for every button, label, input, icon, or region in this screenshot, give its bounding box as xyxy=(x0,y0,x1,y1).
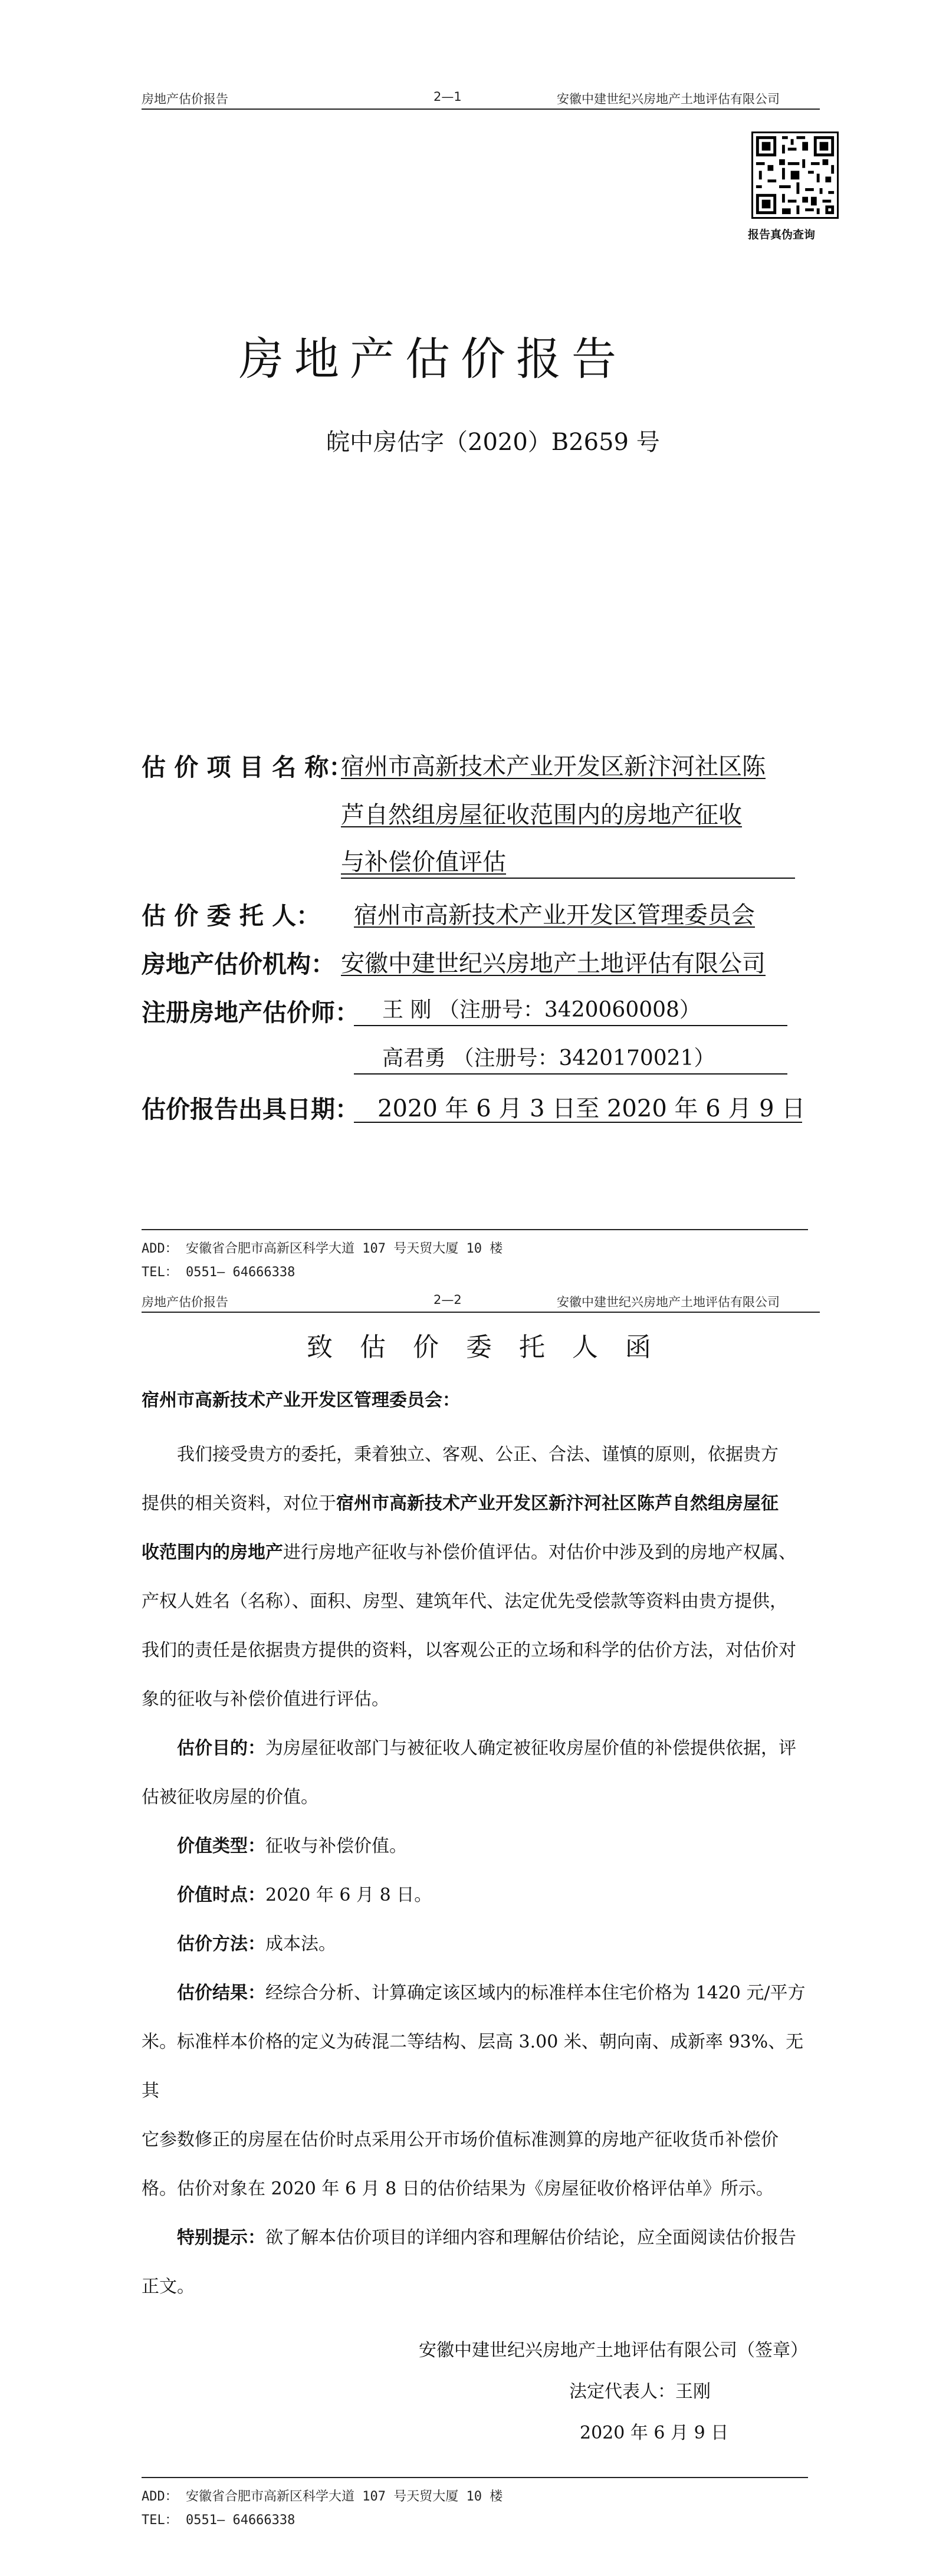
project-name-line-2: 芦自然组房屋征收范围内的房地产征收 xyxy=(341,801,742,829)
legal-representative: 法定代表人：王刚 xyxy=(569,2381,711,2402)
result-line-1: 估价结果：经综合分析、计算确定该区域内的标准样本住宅价格为 1420 元/平方 xyxy=(177,1983,806,2003)
signature: 安徽中建世纪兴房地产土地评估有限公司（签章） xyxy=(419,2340,808,2361)
header-page-number: 2—1 xyxy=(433,90,462,104)
report-date-value: 2020 年 6 月 3 日至 2020 年 6 月 9 日 xyxy=(377,1095,806,1122)
special-line-1: 特别提示：欲了解本估价项目的详细内容和理解估价结论，应全面阅读估价报告 xyxy=(177,2227,796,2248)
body-line: 我们的责任是依据贵方提供的资料，以客观公正的立场和科学的估价方法，对估价对 xyxy=(142,1640,796,1661)
body-line: 收范围内的房地产进行房地产征收与补偿价值评估。对估价中涉及到的房地产权属、 xyxy=(142,1542,796,1563)
report-date-label: 估价报告出具日期： xyxy=(142,1095,359,1123)
purpose-line-2: 估被征收房屋的价值。 xyxy=(142,1787,318,1808)
report-title: 房地产估价报告 xyxy=(239,333,627,385)
client-value: 宿州市高新技术产业开发区管理委员会 xyxy=(354,902,755,929)
footer-tel-2: TEL： 0551— 64666338 xyxy=(142,2513,295,2528)
qr-caption: 报告真伪查询 xyxy=(748,228,816,241)
footer-address-2: ADD： 安徽省合肥市高新区科学大道 107 号天贸大厦 10 楼 xyxy=(142,2489,503,2504)
addressee: 宿州市高新技术产业开发区管理委员会： xyxy=(142,1390,460,1411)
header-left: 房地产估价报告 xyxy=(142,92,228,106)
footer-tel: TEL： 0551— 64666338 xyxy=(142,1265,295,1280)
body-line: 象的征收与补偿价值进行评估。 xyxy=(142,1689,389,1710)
project-name-underline xyxy=(341,878,795,879)
purpose-line-1: 估价目的：为房屋征收部门与被征收人确定被征收房屋价值的补偿提供依据，评 xyxy=(177,1738,796,1759)
special-line-2: 正文。 xyxy=(142,2276,195,2297)
footer-rule xyxy=(142,1229,808,1230)
valuation-method: 估价方法：成本法。 xyxy=(177,1934,336,1954)
result-line-3: 它参数修正的房屋在估价时点采用公开市场价值标准测算的房地产征收货币补偿价 xyxy=(142,2130,779,2150)
agency-label: 房地产估价机构： xyxy=(142,950,335,978)
report-number: 皖中房估字（2020）B2659 号 xyxy=(326,429,660,456)
result-line-2: 米。标准样本价格的定义为砖混二等结构、层高 3.00 米、朝向南、成新率 93%、无其 xyxy=(142,2032,804,2101)
header-right: 安徽中建世纪兴房地产土地评估有限公司 xyxy=(557,92,780,106)
letter-title: 致 估 价 委 托 人 函 xyxy=(307,1332,661,1362)
letter-body xyxy=(142,1430,820,2311)
appraiser-2: 高君勇 （注册号：3420170021） xyxy=(382,1046,715,1070)
header-page-number-2: 2—2 xyxy=(433,1293,462,1307)
footer-address: ADD： 安徽省合肥市高新区科学大道 107 号天贸大厦 10 楼 xyxy=(142,1241,503,1256)
project-name-label: 估 价 项 目 名 称： xyxy=(142,753,353,781)
appraiser-label: 注册房地产估价师： xyxy=(142,998,359,1027)
project-name-line-3: 与补偿价值评估 xyxy=(341,849,506,876)
sign-date: 2020 年 6 月 9 日 xyxy=(580,2423,729,2443)
body-line: 产权人姓名（名称）、面积、房型、建筑年代、法定优先受偿款等资料由贵方提供， xyxy=(142,1591,787,1612)
body-line: 我们接受贵方的委托，秉着独立、客观、公正、合法、谨慎的原则，依据贵方 xyxy=(177,1444,779,1465)
footer-rule-2 xyxy=(142,2477,808,2478)
report-date-underline xyxy=(354,1122,802,1123)
project-name-line-1: 宿州市高新技术产业开发区新汴河社区陈 xyxy=(341,753,766,780)
header-rule-2 xyxy=(142,1312,820,1313)
body-line: 提供的相关资料，对位于宿州市高新技术产业开发区新汴河社区陈芦自然组房屋征 xyxy=(142,1493,779,1514)
agency-value: 安徽中建世纪兴房地产土地评估有限公司 xyxy=(341,950,766,977)
header-left-2: 房地产估价报告 xyxy=(142,1295,228,1309)
result-line-4: 格。估价对象在 2020 年 6 月 8 日的估价结果为《房屋征收价格评估单》所示。 xyxy=(142,2179,774,2199)
appraiser-1: 王 刚 （注册号：3420060008） xyxy=(382,998,701,1022)
qr-code[interactable] xyxy=(751,132,839,219)
client-label: 估 价 委 托 人： xyxy=(142,902,321,930)
value-time: 价值时点：2020 年 6 月 8 日。 xyxy=(177,1885,432,1905)
appraiser-1-underline xyxy=(354,1025,787,1026)
header-rule xyxy=(142,109,820,110)
value-type: 价值类型：征收与补偿价值。 xyxy=(177,1836,407,1857)
qr-code-icon xyxy=(753,133,837,217)
appraiser-2-underline xyxy=(354,1073,787,1075)
header-right-2: 安徽中建世纪兴房地产土地评估有限公司 xyxy=(557,1295,780,1309)
